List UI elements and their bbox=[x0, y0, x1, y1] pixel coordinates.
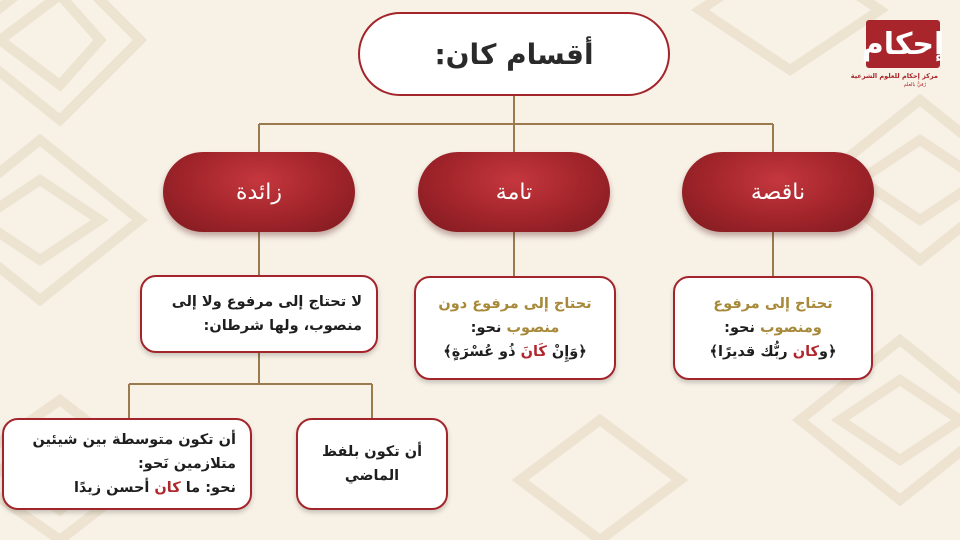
text-line bbox=[675, 340, 871, 364]
text-segment: منصوب، ولها شرطان: bbox=[203, 318, 362, 334]
description-card-tamma bbox=[414, 276, 616, 380]
text-segment: أحسن زيدًا bbox=[73, 480, 155, 496]
text-line bbox=[675, 316, 871, 340]
text-segment: منصوب bbox=[506, 320, 560, 336]
text-line bbox=[4, 452, 236, 476]
text-line bbox=[416, 316, 614, 340]
text-line bbox=[416, 340, 614, 364]
text-line bbox=[675, 292, 871, 316]
logo-tagline: رُقيٌّ بالعلم bbox=[903, 82, 926, 88]
condition-card-past-form bbox=[296, 418, 448, 510]
logo-wordmark: إحكام bbox=[866, 20, 940, 68]
text-line bbox=[142, 314, 362, 338]
text-segment: ﴿و bbox=[818, 344, 837, 360]
description-card-zaida bbox=[140, 275, 378, 353]
text-segment: أن تكون متوسطة بين شيئين bbox=[32, 432, 236, 448]
brand-logo bbox=[850, 20, 945, 90]
text-segment: نحو: bbox=[724, 320, 760, 336]
page-title: أقسام كان: bbox=[434, 37, 594, 71]
category-pill-tamma bbox=[418, 152, 610, 232]
category-label: ناقصة bbox=[750, 179, 806, 205]
category-label: تامة bbox=[495, 179, 533, 205]
text-segment: أن تكون بلفظ bbox=[321, 444, 423, 460]
text-line bbox=[142, 290, 362, 314]
text-line bbox=[416, 292, 614, 316]
text-segment: تحتاج إلى مرفوع دون bbox=[438, 296, 592, 312]
text-segment: نحو: ما bbox=[180, 480, 236, 496]
text-segment: ﴿وَإِنْ bbox=[546, 344, 587, 360]
text-line bbox=[4, 476, 236, 500]
highlight-word: كان bbox=[154, 480, 181, 496]
logo-subtitle: مركز إحكام للعلوم الشرعية bbox=[850, 72, 938, 80]
category-pill-zaida bbox=[163, 152, 355, 232]
text-segment: ومنصوب bbox=[759, 320, 822, 336]
text-segment: نحو: bbox=[470, 320, 507, 336]
text-segment: ذُو عُسْرَةٍ﴾ bbox=[443, 344, 521, 360]
text-line bbox=[4, 428, 236, 452]
highlight-word: كان bbox=[792, 344, 819, 360]
text-segment: ربُّك قديرًا﴾ bbox=[709, 344, 793, 360]
highlight-word: كَانَ bbox=[520, 344, 547, 360]
text-segment: تحتاج إلى مرفوع bbox=[713, 296, 833, 312]
text-segment: الماضي bbox=[344, 468, 400, 484]
condition-card-middle-position bbox=[2, 418, 252, 510]
category-pill-naqisa bbox=[682, 152, 874, 232]
title-node bbox=[358, 12, 670, 96]
category-label: زائدة bbox=[236, 179, 282, 205]
description-card-naqisa bbox=[673, 276, 873, 380]
text-segment: لا تحتاج إلى مرفوع ولا إلى bbox=[171, 294, 362, 310]
text-line bbox=[298, 464, 446, 488]
text-segment: متلازمين نَحو: bbox=[137, 456, 236, 472]
text-line bbox=[298, 440, 446, 464]
